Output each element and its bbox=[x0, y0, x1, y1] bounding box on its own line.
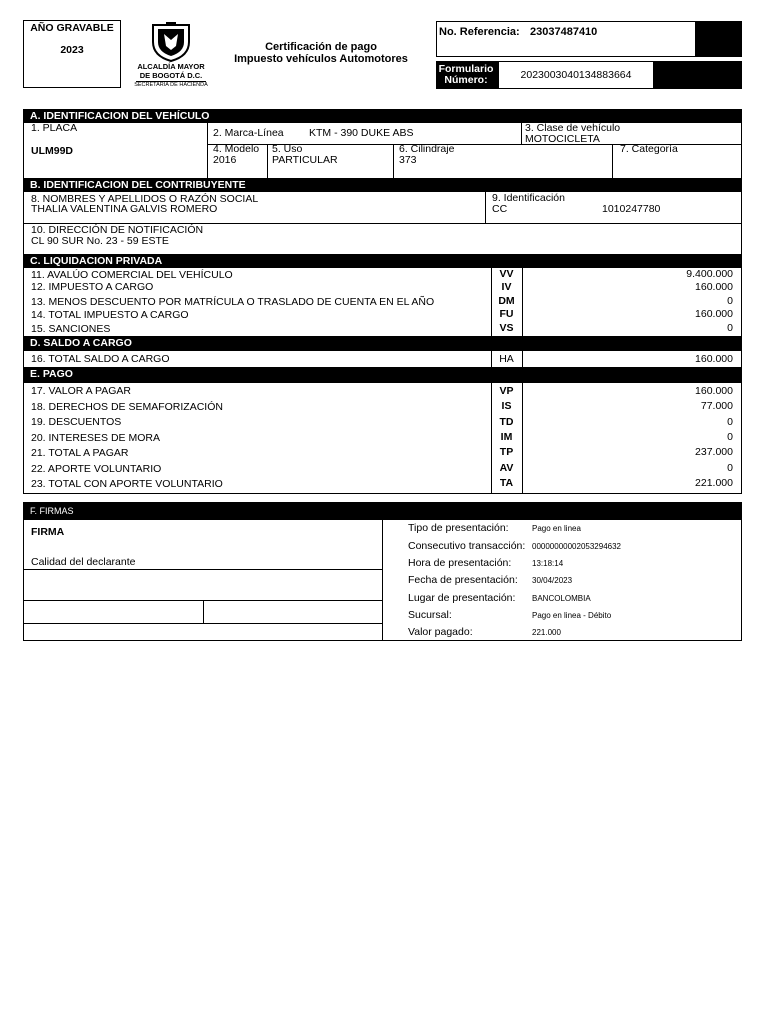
nombre-label: 8. NOMBRES Y APELLIDOS O RAZÓN SOCIAL bbox=[31, 193, 259, 205]
pago-row-value: 0 bbox=[727, 416, 733, 428]
liquidacion-row-value: 0 bbox=[727, 295, 733, 307]
modelo-label: 4. Modelo bbox=[213, 143, 260, 155]
year-label: AÑO GRAVABLE bbox=[30, 22, 114, 34]
marca-label: 2. Marca-Línea bbox=[213, 127, 284, 139]
logo-text-3: SECRETARÍA DE HACIENDA bbox=[134, 82, 208, 88]
liquidacion-row-value: 9.400.000 bbox=[686, 268, 733, 280]
year-box bbox=[23, 20, 121, 88]
pago-row-value: 0 bbox=[727, 431, 733, 443]
pago-row-label: 23. TOTAL CON APORTE VOLUNTARIO bbox=[31, 478, 223, 490]
logo-text-1: ALCALDÍA MAYOR bbox=[137, 62, 205, 71]
reference-box bbox=[436, 21, 742, 57]
section-b bbox=[23, 178, 742, 255]
presentacion-detail-value: 221.000 bbox=[532, 628, 561, 637]
calidad-declarante-label: Calidad del declarante bbox=[31, 556, 136, 568]
liquidacion-row-code: IV bbox=[501, 281, 512, 293]
uso-label: 5. Uso bbox=[272, 143, 303, 155]
pago-row-label: 17. VALOR A PAGAR bbox=[31, 385, 131, 397]
liquidacion-row-value: 160.000 bbox=[695, 308, 733, 320]
presentacion-detail-label: Consecutivo transacción: bbox=[408, 540, 526, 552]
liquidacion-row-code: VV bbox=[499, 268, 514, 280]
presentacion-detail-label: Hora de presentación: bbox=[408, 557, 512, 569]
section-c bbox=[23, 254, 742, 337]
presentacion-detail-label: Valor pagado: bbox=[408, 626, 473, 638]
presentacion-detail-value: 13:18:14 bbox=[532, 559, 564, 568]
section-f bbox=[23, 502, 742, 641]
pago-row-code: IS bbox=[501, 400, 512, 412]
uso-value: PARTICULAR bbox=[272, 154, 338, 166]
form-label-2: Número: bbox=[444, 74, 488, 86]
saldo-value: 160.000 bbox=[695, 353, 733, 365]
pago-row-value: 77.000 bbox=[700, 400, 733, 412]
pago-row-code: IM bbox=[500, 431, 513, 443]
presentacion-detail-value: Pago en linea bbox=[532, 524, 581, 533]
marca-value: KTM - 390 DUKE ABS bbox=[309, 127, 414, 139]
liquidacion-row-label: 14. TOTAL IMPUESTO A CARGO bbox=[31, 309, 189, 321]
pago-row-label: 22. APORTE VOLUNTARIO bbox=[31, 463, 162, 475]
section-f-title: F. FIRMAS bbox=[24, 503, 741, 520]
pago-row-code: TP bbox=[499, 446, 514, 458]
section-e-title: E. PAGO bbox=[24, 368, 741, 383]
pago-row-value: 221.000 bbox=[695, 477, 733, 489]
bogota-logo bbox=[130, 22, 212, 90]
liquidacion-row-label: 12. IMPUESTO A CARGO bbox=[31, 281, 154, 293]
pago-row-code: TA bbox=[499, 477, 514, 489]
pago-row-value: 237.000 bbox=[695, 446, 733, 458]
doc-title-1: Certificación de pago bbox=[265, 41, 377, 53]
clase-value: MOTOCICLETA bbox=[525, 133, 600, 145]
direccion-value: CL 90 SUR No. 23 - 59 ESTE bbox=[31, 235, 169, 247]
section-a bbox=[23, 109, 742, 179]
liquidacion-row-label: 13. MENOS DESCUENTO POR MATRÍCULA O TRASLADO DE CUENTA EN EL AÑO bbox=[31, 296, 435, 308]
direccion-label: 10. DIRECCIÓN DE NOTIFICACIÓN bbox=[31, 224, 204, 236]
categoria-label: 7. Categoría bbox=[620, 143, 678, 155]
section-d-title: D. SALDO A CARGO bbox=[24, 337, 741, 351]
identificacion-value: 1010247780 bbox=[602, 203, 661, 215]
presentacion-detail-value: BANCOLOMBIA bbox=[532, 594, 591, 603]
form-label-1: Formulario bbox=[438, 63, 494, 75]
nombre-value: THALIA VALENTINA GALVIS ROMERO bbox=[31, 203, 218, 215]
cilindraje-label: 6. Cilindraje bbox=[399, 143, 455, 155]
pago-row-label: 19. DESCUENTOS bbox=[31, 416, 122, 428]
presentacion-detail-label: Fecha de presentación: bbox=[408, 574, 518, 586]
saldo-code: HA bbox=[499, 353, 514, 365]
section-c-title: C. LIQUIDACION PRIVADA bbox=[24, 255, 741, 268]
liquidacion-row-label: 11. AVALÚO COMERCIAL DEL VEHÍCULO bbox=[31, 269, 233, 281]
reference-value: 23037487410 bbox=[530, 26, 598, 38]
pago-row-value: 160.000 bbox=[695, 385, 733, 397]
cilindraje-value: 373 bbox=[399, 154, 417, 166]
form-number-field bbox=[499, 62, 653, 88]
section-a-title: A. IDENTIFICACION DEL VEHÍCULO bbox=[24, 110, 741, 123]
pago-row-label: 21. TOTAL A PAGAR bbox=[31, 447, 129, 459]
form-number-box bbox=[436, 61, 742, 89]
liquidacion-row-value: 0 bbox=[727, 322, 733, 334]
section-d bbox=[23, 336, 742, 368]
liquidacion-row-code: DM bbox=[498, 295, 515, 307]
pago-row-label: 20. INTERESES DE MORA bbox=[31, 432, 160, 444]
liquidacion-row-value: 160.000 bbox=[695, 281, 733, 293]
pago-row-value: 0 bbox=[727, 462, 733, 474]
reference-black-block bbox=[695, 22, 741, 56]
section-b-title: B. IDENTIFICACION DEL CONTRIBUYENTE bbox=[24, 179, 741, 192]
placa-label: 1. PLACA bbox=[31, 122, 78, 134]
presentacion-detail-label: Lugar de presentación: bbox=[408, 592, 516, 604]
logo-text-2: DE BOGOTÁ D.C. bbox=[139, 71, 203, 80]
presentacion-detail-label: Tipo de presentación: bbox=[408, 522, 509, 534]
liquidacion-row-label: 15. SANCIONES bbox=[31, 323, 111, 335]
identificacion-label: 9. Identificación bbox=[492, 192, 565, 204]
section-e bbox=[23, 367, 742, 494]
pago-row-label: 18. DERECHOS DE SEMAFORIZACIÓN bbox=[31, 401, 223, 413]
placa-value: ULM99D bbox=[31, 145, 74, 157]
pago-row-code: AV bbox=[499, 462, 514, 474]
presentacion-detail-value: Pago en linea - Débito bbox=[532, 611, 612, 620]
presentacion-detail-label: Sucursal: bbox=[408, 609, 452, 621]
liquidacion-row-code: FU bbox=[499, 308, 514, 320]
coat-of-arms-icon bbox=[130, 22, 212, 62]
year-value: 2023 bbox=[60, 44, 84, 56]
modelo-value: 2016 bbox=[213, 154, 237, 166]
identificacion-type: CC bbox=[492, 203, 508, 215]
doc-title-2: Impuesto vehículos Automotores bbox=[234, 53, 408, 65]
pago-row-code: VP bbox=[499, 385, 514, 397]
presentacion-detail-value: 00000000002053294632 bbox=[532, 542, 621, 551]
saldo-label: 16. TOTAL SALDO A CARGO bbox=[31, 353, 170, 365]
clase-label: 3. Clase de vehículo bbox=[525, 122, 621, 134]
pago-row-code: TD bbox=[499, 416, 514, 428]
liquidacion-row-code: VS bbox=[499, 322, 514, 334]
presentacion-detail-value: 30/04/2023 bbox=[532, 576, 573, 585]
reference-label: No. Referencia: bbox=[439, 26, 520, 38]
form-number-value: 2023003040134883664 bbox=[520, 69, 632, 81]
firma-label: FIRMA bbox=[31, 526, 65, 538]
